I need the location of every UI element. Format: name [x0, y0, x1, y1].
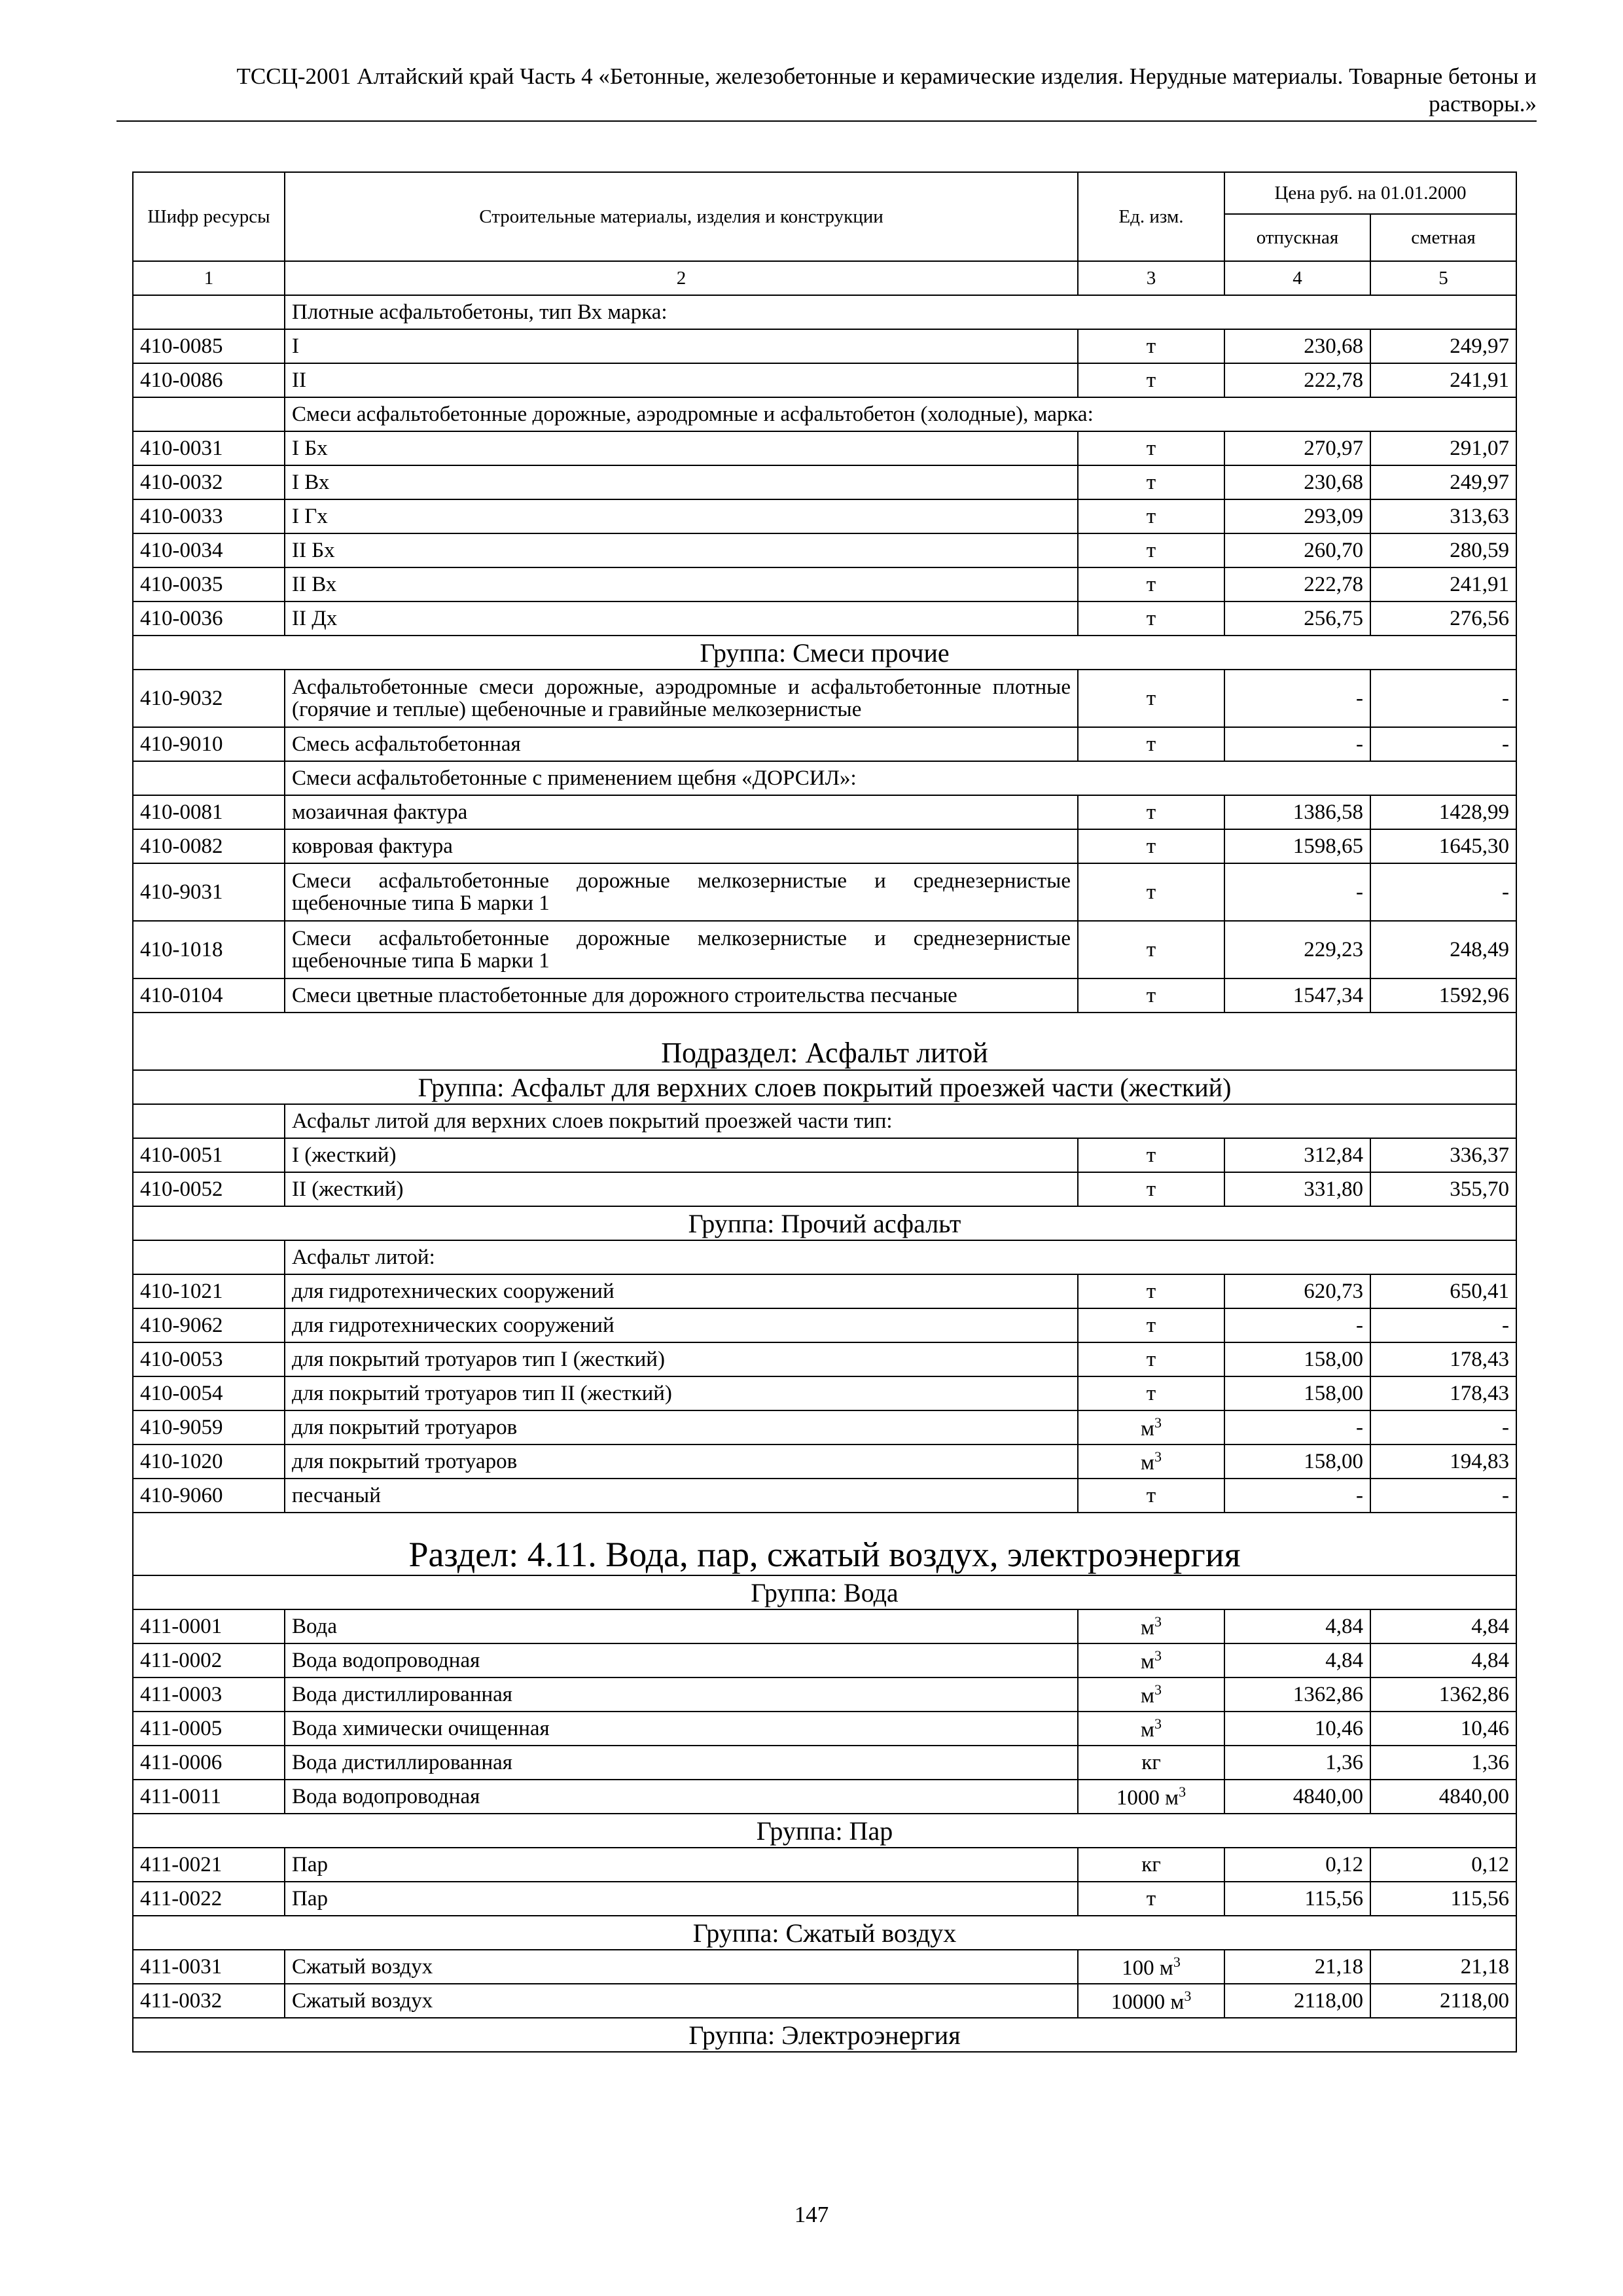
code-cell: 410-9060	[133, 1479, 285, 1513]
estimate-price-cell: -	[1370, 727, 1516, 761]
unit-text: кг	[1141, 1750, 1161, 1774]
unit-cell	[1078, 1848, 1224, 1882]
unit-cell	[1078, 978, 1224, 1013]
estimate-price-cell: 249,97	[1370, 465, 1516, 499]
unit-cell	[1078, 1376, 1224, 1410]
name-cell: Вода	[285, 1609, 1078, 1643]
table-row	[133, 601, 1516, 636]
release-price-cell: 4,84	[1224, 1609, 1370, 1643]
name-cell: мозаичная фактура	[285, 795, 1078, 829]
code-cell: 410-0051	[133, 1138, 285, 1172]
unit-text: т	[1146, 572, 1156, 596]
unit-cell	[1078, 1308, 1224, 1342]
estimate-price-cell: 650,41	[1370, 1274, 1516, 1308]
name-cell: Сжатый воздух	[285, 1984, 1078, 2018]
code-cell: 411-0005	[133, 1712, 285, 1746]
table-row	[133, 363, 1516, 397]
name-cell: ковровая фактура	[285, 829, 1078, 863]
unit-cell	[1078, 567, 1224, 601]
code-cell: 410-0034	[133, 533, 285, 567]
unit-text: м	[1141, 1649, 1154, 1674]
unit-text: т	[1146, 334, 1156, 358]
name-cell: для покрытий тротуаров тип II (жесткий)	[285, 1376, 1078, 1410]
unit-cell	[1078, 921, 1224, 978]
col-header-unit: Ед. изм.	[1078, 172, 1224, 261]
code-cell: 410-0053	[133, 1342, 285, 1376]
name-cell: Асфальтобетонные смеси дорожные, аэродромные и асфальтобетонные плотные (горячие и теплые) щебеночные и гравийные мелкозернистые	[285, 670, 1078, 727]
subheading-cell: Плотные асфальтобетоны, тип Вх марка:	[285, 295, 1516, 329]
table-row	[133, 978, 1516, 1013]
code-cell: 410-9062	[133, 1308, 285, 1342]
release-price-cell: 222,78	[1224, 363, 1370, 397]
unit-text: т	[1146, 834, 1156, 858]
unit-text: 10000 м	[1111, 1990, 1185, 2014]
group-heading-row	[133, 636, 1516, 670]
unit-cell	[1078, 1950, 1224, 1984]
col-number: 1	[133, 261, 285, 295]
subheading-row	[133, 1104, 1516, 1138]
name-cell: Смеси асфальтобетонные дорожные мелкозернистые и среднезернистые щебеночные типа Б марки 1	[285, 921, 1078, 978]
table-row	[133, 1848, 1516, 1882]
estimate-price-cell: -	[1370, 670, 1516, 727]
release-price-cell: 2118,00	[1224, 1984, 1370, 2018]
table-row	[133, 1479, 1516, 1513]
unit-superscript: 3	[1173, 1953, 1181, 1970]
col-number: 5	[1370, 261, 1516, 295]
release-price-cell: 21,18	[1224, 1950, 1370, 1984]
release-price-cell: 1547,34	[1224, 978, 1370, 1013]
unit-cell	[1078, 1609, 1224, 1643]
table-row	[133, 1444, 1516, 1479]
code-cell: 410-9059	[133, 1410, 285, 1444]
release-price-cell: -	[1224, 1410, 1370, 1444]
table-row	[133, 1780, 1516, 1814]
unit-cell	[1078, 727, 1224, 761]
name-cell: II Вх	[285, 567, 1078, 601]
unit-text: т	[1146, 1177, 1156, 1201]
estimate-price-cell: 291,07	[1370, 431, 1516, 465]
name-cell: II	[285, 363, 1078, 397]
name-cell: для покрытий тротуаров тип I (жесткий)	[285, 1342, 1078, 1376]
unit-cell	[1078, 499, 1224, 533]
unit-superscript: 3	[1184, 1987, 1192, 2004]
estimate-price-cell: 249,97	[1370, 329, 1516, 363]
table-row	[133, 727, 1516, 761]
subheading-row	[133, 295, 1516, 329]
table-row	[133, 1274, 1516, 1308]
name-cell: II Бх	[285, 533, 1078, 567]
subsection-heading-row	[133, 1013, 1516, 1070]
release-price-cell: 620,73	[1224, 1274, 1370, 1308]
table-row	[133, 921, 1516, 978]
code-cell: 410-0081	[133, 795, 285, 829]
unit-superscript: 3	[1154, 1715, 1162, 1732]
table-row	[133, 499, 1516, 533]
release-price-cell: 312,84	[1224, 1138, 1370, 1172]
table-row	[133, 1882, 1516, 1916]
name-cell: Вода водопроводная	[285, 1780, 1078, 1814]
code-cell	[133, 397, 285, 431]
name-cell: для гидротехнических сооружений	[285, 1308, 1078, 1342]
release-price-cell: 158,00	[1224, 1342, 1370, 1376]
code-cell: 410-0035	[133, 567, 285, 601]
name-cell: Смеси асфальтобетонные дорожные мелкозернистые и среднезернистые щебеночные типа Б марки 1	[285, 863, 1078, 921]
group-heading-row	[133, 1916, 1516, 1950]
unit-text: т	[1146, 983, 1156, 1007]
release-price-cell: 230,68	[1224, 465, 1370, 499]
release-price-cell: 229,23	[1224, 921, 1370, 978]
table-header	[133, 172, 1516, 295]
unit-text: т	[1146, 504, 1156, 528]
table-row	[133, 1410, 1516, 1444]
name-cell: II (жесткий)	[285, 1172, 1078, 1206]
estimate-price-cell: 241,91	[1370, 567, 1516, 601]
code-cell: 411-0001	[133, 1609, 285, 1643]
estimate-price-cell: 241,91	[1370, 363, 1516, 397]
release-price-cell: 4,84	[1224, 1643, 1370, 1677]
code-cell: 411-0022	[133, 1882, 285, 1916]
estimate-price-cell: 0,12	[1370, 1848, 1516, 1882]
group-heading: Группа: Смеси прочие	[133, 636, 1516, 670]
estimate-price-cell: 4,84	[1370, 1643, 1516, 1677]
name-cell: I Вх	[285, 465, 1078, 499]
unit-cell	[1078, 829, 1224, 863]
code-cell: 410-0082	[133, 829, 285, 863]
release-price-cell: 260,70	[1224, 533, 1370, 567]
unit-cell	[1078, 863, 1224, 921]
code-cell: 411-0031	[133, 1950, 285, 1984]
group-heading: Подраздел: Асфальт литой	[133, 1013, 1516, 1070]
name-cell: I (жесткий)	[285, 1138, 1078, 1172]
group-heading-row	[133, 1070, 1516, 1104]
table-row	[133, 1643, 1516, 1677]
unit-cell	[1078, 1780, 1224, 1814]
estimate-price-cell: 355,70	[1370, 1172, 1516, 1206]
name-cell: II Дх	[285, 601, 1078, 636]
estimate-price-cell: 1362,86	[1370, 1677, 1516, 1712]
unit-text: т	[1146, 1347, 1156, 1371]
estimate-price-cell: 4840,00	[1370, 1780, 1516, 1814]
group-heading: Группа: Электроэнергия	[133, 2018, 1516, 2052]
estimate-price-cell: 313,63	[1370, 499, 1516, 533]
unit-text: т	[1146, 937, 1156, 961]
table-row	[133, 533, 1516, 567]
unit-cell	[1078, 601, 1224, 636]
code-cell	[133, 1240, 285, 1274]
estimate-price-cell: 336,37	[1370, 1138, 1516, 1172]
col-number: 4	[1224, 261, 1370, 295]
unit-cell	[1078, 670, 1224, 727]
table-row	[133, 670, 1516, 727]
page-number: 147	[794, 2202, 829, 2227]
unit-text: т	[1146, 800, 1156, 824]
code-cell: 410-9010	[133, 727, 285, 761]
name-cell: I	[285, 329, 1078, 363]
estimate-price-cell: 10,46	[1370, 1712, 1516, 1746]
release-price-cell: 4840,00	[1224, 1780, 1370, 1814]
col-header-price: Цена руб. на 01.01.2000	[1224, 172, 1516, 214]
unit-cell	[1078, 431, 1224, 465]
release-price-cell: 158,00	[1224, 1444, 1370, 1479]
code-cell: 410-0031	[133, 431, 285, 465]
group-heading: Группа: Асфальт для верхних слоев покрытий проезжей части (жесткий)	[133, 1070, 1516, 1104]
release-price-cell: 1386,58	[1224, 795, 1370, 829]
name-cell: Смеси цветные пластобетонные для дорожного строительства песчаные	[285, 978, 1078, 1013]
table-row	[133, 795, 1516, 829]
release-price-cell: 10,46	[1224, 1712, 1370, 1746]
release-price-cell: -	[1224, 727, 1370, 761]
estimate-price-cell: -	[1370, 1479, 1516, 1513]
unit-text: т	[1146, 470, 1156, 494]
header-rule	[116, 120, 1537, 122]
table-row	[133, 329, 1516, 363]
code-cell: 410-1021	[133, 1274, 285, 1308]
table-row	[133, 1376, 1516, 1410]
unit-text: м	[1141, 1615, 1154, 1640]
table-row	[133, 1984, 1516, 2018]
unit-cell	[1078, 1172, 1224, 1206]
code-cell: 411-0011	[133, 1780, 285, 1814]
group-heading: Группа: Пар	[133, 1814, 1516, 1848]
unit-cell	[1078, 1746, 1224, 1780]
estimate-price-cell: 194,83	[1370, 1444, 1516, 1479]
col-header-code: Шифр ресурсы	[133, 172, 285, 261]
code-cell: 410-0054	[133, 1376, 285, 1410]
release-price-cell: 1362,86	[1224, 1677, 1370, 1712]
unit-text: т	[1146, 368, 1156, 392]
table-row	[133, 1308, 1516, 1342]
subheading-row	[133, 397, 1516, 431]
unit-cell	[1078, 1410, 1224, 1444]
code-cell	[133, 295, 285, 329]
estimate-price-cell: -	[1370, 1308, 1516, 1342]
group-heading: Группа: Прочий асфальт	[133, 1206, 1516, 1240]
table-row	[133, 1746, 1516, 1780]
release-price-cell: 158,00	[1224, 1376, 1370, 1410]
table-body	[133, 295, 1516, 2052]
unit-cell	[1078, 465, 1224, 499]
release-price-cell: 230,68	[1224, 329, 1370, 363]
col-header-estimate: сметная	[1370, 214, 1516, 261]
name-cell: для покрытий тротуаров	[285, 1410, 1078, 1444]
code-cell	[133, 761, 285, 795]
group-heading-row	[133, 1814, 1516, 1848]
group-heading: Группа: Вода	[133, 1575, 1516, 1609]
code-cell: 410-9032	[133, 670, 285, 727]
code-cell: 410-0032	[133, 465, 285, 499]
code-cell: 410-0104	[133, 978, 285, 1013]
subheading-cell: Асфальт литой для верхних слоев покрытий проезжей части тип:	[285, 1104, 1516, 1138]
table-row	[133, 1712, 1516, 1746]
unit-superscript: 3	[1154, 1681, 1162, 1698]
unit-superscript: 3	[1154, 1613, 1162, 1630]
release-price-cell: 0,12	[1224, 1848, 1370, 1882]
estimate-price-cell: 276,56	[1370, 601, 1516, 636]
unit-cell	[1078, 1274, 1224, 1308]
code-cell: 410-0052	[133, 1172, 285, 1206]
name-cell: Смесь асфальтобетонная	[285, 727, 1078, 761]
unit-text: 1000 м	[1116, 1785, 1179, 1810]
release-price-cell: -	[1224, 863, 1370, 921]
unit-superscript: 3	[1154, 1414, 1162, 1431]
col-header-name: Строительные материалы, изделия и конструкции	[285, 172, 1078, 261]
estimate-price-cell: 178,43	[1370, 1376, 1516, 1410]
release-price-cell: 222,78	[1224, 567, 1370, 601]
code-cell: 411-0003	[133, 1677, 285, 1712]
release-price-cell: 331,80	[1224, 1172, 1370, 1206]
table-row	[133, 567, 1516, 601]
unit-text: т	[1146, 732, 1156, 756]
release-price-cell: 256,75	[1224, 601, 1370, 636]
unit-text: т	[1146, 1143, 1156, 1167]
code-cell	[133, 1104, 285, 1138]
code-cell: 410-9031	[133, 863, 285, 921]
table-row	[133, 1677, 1516, 1712]
unit-cell	[1078, 533, 1224, 567]
estimate-price-cell: 1,36	[1370, 1746, 1516, 1780]
unit-text: т	[1146, 1886, 1156, 1910]
unit-text: т	[1146, 1381, 1156, 1405]
name-cell: песчаный	[285, 1479, 1078, 1513]
code-cell: 411-0032	[133, 1984, 285, 2018]
table-row	[133, 1609, 1516, 1643]
estimate-price-cell: 178,43	[1370, 1342, 1516, 1376]
table-row	[133, 829, 1516, 863]
unit-text: кг	[1141, 1852, 1161, 1876]
name-cell: Вода химически очищенная	[285, 1712, 1078, 1746]
running-header-line-1: ТССЦ-2001 Алтайский край Часть 4 «Бетонные, железобетонные и керамические изделия. Нерудные материалы. Товарные бетоны и	[236, 63, 1537, 89]
release-price-cell: -	[1224, 670, 1370, 727]
unit-superscript: 3	[1154, 1448, 1162, 1465]
code-cell: 410-0085	[133, 329, 285, 363]
price-table	[132, 171, 1517, 2053]
code-cell: 410-0033	[133, 499, 285, 533]
estimate-price-cell: 4,84	[1370, 1609, 1516, 1643]
estimate-price-cell: -	[1370, 1410, 1516, 1444]
name-cell: Пар	[285, 1882, 1078, 1916]
code-cell: 411-0002	[133, 1643, 285, 1677]
col-number: 2	[285, 261, 1078, 295]
estimate-price-cell: 2118,00	[1370, 1984, 1516, 2018]
name-cell: Сжатый воздух	[285, 1950, 1078, 1984]
estimate-price-cell: 1428,99	[1370, 795, 1516, 829]
code-cell: 410-1018	[133, 921, 285, 978]
unit-text: 100 м	[1122, 1956, 1173, 1980]
table-row	[133, 1950, 1516, 1984]
unit-cell	[1078, 795, 1224, 829]
table-row	[133, 1172, 1516, 1206]
estimate-price-cell: 21,18	[1370, 1950, 1516, 1984]
estimate-price-cell: 248,49	[1370, 921, 1516, 978]
table-row	[133, 1138, 1516, 1172]
unit-cell	[1078, 1712, 1224, 1746]
table-row	[133, 465, 1516, 499]
unit-text: м	[1141, 1450, 1154, 1475]
estimate-price-cell: -	[1370, 863, 1516, 921]
unit-cell	[1078, 1643, 1224, 1677]
unit-cell	[1078, 1444, 1224, 1479]
unit-text: т	[1146, 686, 1156, 710]
estimate-price-cell: 1645,30	[1370, 829, 1516, 863]
unit-cell	[1078, 1677, 1224, 1712]
group-heading: Раздел: 4.11. Вода, пар, сжатый воздух, электроэнергия	[133, 1513, 1516, 1575]
subheading-cell: Смеси асфальтобетонные дорожные, аэродромные и асфальтобетон (холодные), марка:	[285, 397, 1516, 431]
group-heading-row	[133, 2018, 1516, 2052]
unit-text: м	[1141, 1683, 1154, 1708]
name-cell: для гидротехнических сооружений	[285, 1274, 1078, 1308]
name-cell: Пар	[285, 1848, 1078, 1882]
name-cell: для покрытий тротуаров	[285, 1444, 1078, 1479]
unit-cell	[1078, 1138, 1224, 1172]
name-cell: I Гх	[285, 499, 1078, 533]
release-price-cell: 1598,65	[1224, 829, 1370, 863]
running-header	[116, 63, 1537, 118]
release-price-cell: -	[1224, 1479, 1370, 1513]
estimate-price-cell: 115,56	[1370, 1882, 1516, 1916]
name-cell: Вода дистиллированная	[285, 1677, 1078, 1712]
unit-text: м	[1141, 1717, 1154, 1742]
unit-cell	[1078, 1984, 1224, 2018]
unit-cell	[1078, 1479, 1224, 1513]
unit-text: т	[1146, 606, 1156, 630]
unit-text: т	[1146, 1313, 1156, 1337]
release-price-cell: -	[1224, 1308, 1370, 1342]
name-cell: Вода водопроводная	[285, 1643, 1078, 1677]
release-price-cell: 293,09	[1224, 499, 1370, 533]
unit-text: т	[1146, 1483, 1156, 1507]
group-heading-row	[133, 1575, 1516, 1609]
group-heading-row	[133, 1206, 1516, 1240]
release-price-cell: 1,36	[1224, 1746, 1370, 1780]
running-header-line-2: растворы.»	[1429, 91, 1537, 117]
name-cell: Вода дистиллированная	[285, 1746, 1078, 1780]
unit-text: т	[1146, 538, 1156, 562]
code-cell: 410-0036	[133, 601, 285, 636]
name-cell: I Бх	[285, 431, 1078, 465]
unit-text: т	[1146, 1279, 1156, 1303]
unit-cell	[1078, 329, 1224, 363]
table-row	[133, 431, 1516, 465]
subheading-cell: Асфальт литой:	[285, 1240, 1516, 1274]
unit-cell	[1078, 1342, 1224, 1376]
subheading-row	[133, 761, 1516, 795]
table-row	[133, 1342, 1516, 1376]
code-cell: 410-1020	[133, 1444, 285, 1479]
unit-text: м	[1141, 1416, 1154, 1441]
unit-superscript: 3	[1154, 1647, 1162, 1664]
release-price-cell: 115,56	[1224, 1882, 1370, 1916]
group-heading: Группа: Сжатый воздух	[133, 1916, 1516, 1950]
unit-text: т	[1146, 880, 1156, 904]
code-cell: 411-0006	[133, 1746, 285, 1780]
section-heading-row	[133, 1513, 1516, 1575]
unit-superscript: 3	[1179, 1783, 1186, 1800]
code-cell: 411-0021	[133, 1848, 285, 1882]
unit-cell	[1078, 1882, 1224, 1916]
code-cell: 410-0086	[133, 363, 285, 397]
unit-cell	[1078, 363, 1224, 397]
subheading-cell: Смеси асфальтобетонные с применением щебня «ДОРСИЛ»:	[285, 761, 1516, 795]
estimate-price-cell: 1592,96	[1370, 978, 1516, 1013]
estimate-price-cell: 280,59	[1370, 533, 1516, 567]
col-number: 3	[1078, 261, 1224, 295]
subheading-row	[133, 1240, 1516, 1274]
release-price-cell: 270,97	[1224, 431, 1370, 465]
table-row	[133, 863, 1516, 921]
col-header-release: отпускная	[1224, 214, 1370, 261]
unit-text: т	[1146, 436, 1156, 460]
